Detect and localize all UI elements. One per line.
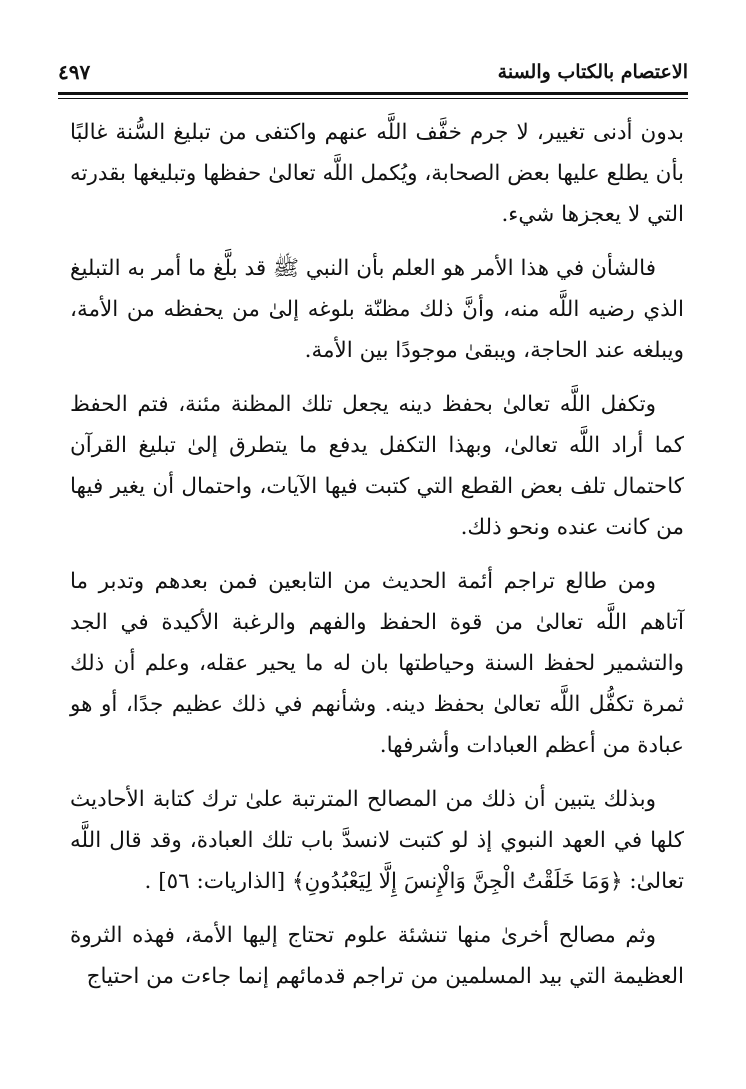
- paragraph-3: وتكفل اللَّه تعالىٰ بحفظ دينه يجعل تلك المظنة مئنة، فتم الحفظ كما أراد اللَّه تعالىٰ، وبهذا التكفل يدفع ما يتطرق إلىٰ تبليغ القرآن كاحتمال تلف بعض القطع التي كتبت فيها الآيات، واحتمال أن يغير فيها من كانت عنده ونحو ذلك.: [70, 392, 684, 540]
- header-rule-thin: [58, 98, 688, 99]
- paragraph-4: ومن طالع تراجم أئمة الحديث من التابعين فمن بعدهم وتدبر ما آتاهم اللَّه تعالىٰ من قوة الحفظ والفهم والرغبة الأكيدة في الجد والتشمير لحفظ السنة وحياطتها بان له ما يحير عقله، وعلم أن ذلك ثمرة تكفُّل اللَّه تعالىٰ بحفظ دينه. وشأنهم في ذلك عظيم جدًا، أو هو عبادة من أعظم العبادات وأشرفها.: [70, 569, 684, 758]
- running-title: الاعتصام بالكتاب والسنة: [497, 61, 688, 83]
- paragraph-2: فالشأن في هذا الأمر هو العلم بأن النبي ﷺ قد بلَّغ ما أمر به التبليغ الذي رضيه اللَّه منه، وأنَّ ذلك مظنّة بلوغه إلىٰ من يحفظه من الأمة، ويبلغه عند الحاجة، ويبقىٰ موجودًا بين الأمة.: [70, 256, 684, 363]
- page-header: [58, 52, 688, 92]
- body-text: [70, 112, 684, 1010]
- header-rule-thick: [58, 92, 688, 95]
- paragraph-5: وبذلك يتبين أن ذلك من المصالح المترتبة علىٰ ترك كتابة الأحاديث كلها في العهد النبوي إذ لو كتبت لانسدَّ باب تلك العبادة، وقد قال اللَّه تعالىٰ: ﴿وَمَا خَلَقْتُ الْجِنَّ وَالْإِنسَ إِلَّا لِيَعْبُدُونِ﴾ [الذاريات: ٥٦] .: [70, 787, 684, 894]
- paragraph-6: وثم مصالح أخرىٰ منها تنشئة علوم تحتاج إليها الأمة، فهذه الثروة العظيمة التي بيد المسلمين من تراجم قدمائهم إنما جاءت من احتياج: [70, 923, 684, 989]
- paragraph-1: بدون أدنى تغيير، لا جرم خفَّف اللَّه عنهم واكتفى من تبليغ السُّنة غالبًا بأن يطلع عليها بعض الصحابة، ويُكمل اللَّه تعالىٰ حفظها وتبليغها بقدرته التي لا يعجزها شيء.: [70, 120, 684, 227]
- page-number: ٤٩٧: [58, 60, 91, 84]
